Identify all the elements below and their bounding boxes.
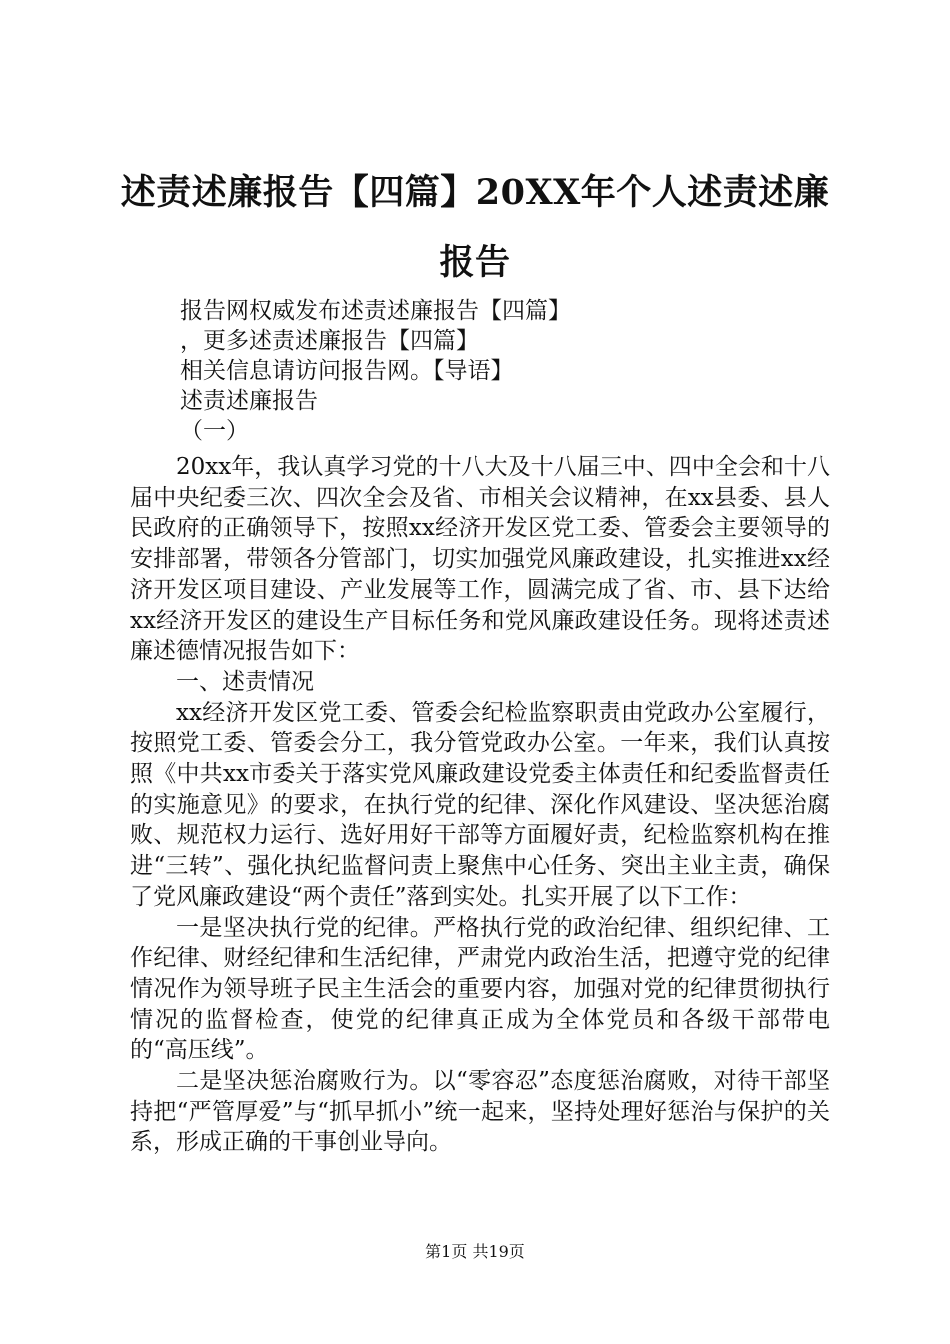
body-paragraph: 20xx年，我认真学习党的十八大及十八届三中、四中全会和十八届中央纪委三次、四次全会及省、市相关会议精神，在xx县委、县人民政府的正确领导下，按照xx经济开发区党工委、管委会主要领导的安排部署，带领各分管部门，切实加强党风廉政建设，扎实推进xx经济开发区项目建设、产业发展等工作，圆满完成了省、市、县下达给xx经济开发区的建设生产目标任务和党风廉政建设任务。现将述责述廉述德情况报告如下： xyxy=(130,454,830,665)
section-heading: 一、述责情况 xyxy=(176,668,314,695)
intro-line: 报告网权威发布述责述廉报告【四篇】 xyxy=(180,298,571,324)
body-paragraph: 二是坚决惩治腐败行为。以“零容忍”态度惩治腐败，对待干部坚持把“严管厚爱”与“抓早抓小”统一起来，坚持处理好惩治与保护的关系，形成正确的干事创业导向。 xyxy=(130,1068,830,1156)
body-paragraph: xx经济开发区党工委、管委会纪检监察职责由党政办公室履行，按照党工委、管委会分工，我分管党政办公室。一年来，我们认真按照《中共xx市委关于落实党风廉政建设党委主体责任和纪委监督责任的实施意见》的要求，在执行党的纪律、深化作风建设、坚决惩治腐败、规范权力运行、选好用好干部等方面履好责，纪检监察机构在推进“三转”、强化执纪监督问责上聚焦中心任务、突出主业主责，确保了党风廉政建设“两个责任”落到实处。扎实开展了以下工作： xyxy=(130,699,830,910)
intro-line: 相关信息请访问报告网。【导语】 xyxy=(180,358,514,384)
document-intro xyxy=(180,296,830,446)
page-footer: 第1页 共19页 xyxy=(425,1242,525,1261)
intro-line: 述责述廉报告 xyxy=(180,388,318,414)
intro-line: ，更多述责述廉报告【四篇】 xyxy=(180,328,479,354)
document-body xyxy=(130,452,830,1158)
intro-line: （一） xyxy=(180,418,249,444)
document-title: 述责述廉报告【四篇】20XX年个人述责述廉报告 xyxy=(120,172,830,283)
body-paragraph: 一是坚决执行党的纪律。严格执行党的政治纪律、组织纪律、工作纪律、财经纪律和生活纪律，严肃党内政治生活，把遵守党的纪律情况作为领导班子民主生活会的重要内容，加强对党的纪律贯彻执行情况的监督检查，使党的纪律真正成为全体党员和各级干部带电的“高压线”。 xyxy=(130,914,830,1064)
